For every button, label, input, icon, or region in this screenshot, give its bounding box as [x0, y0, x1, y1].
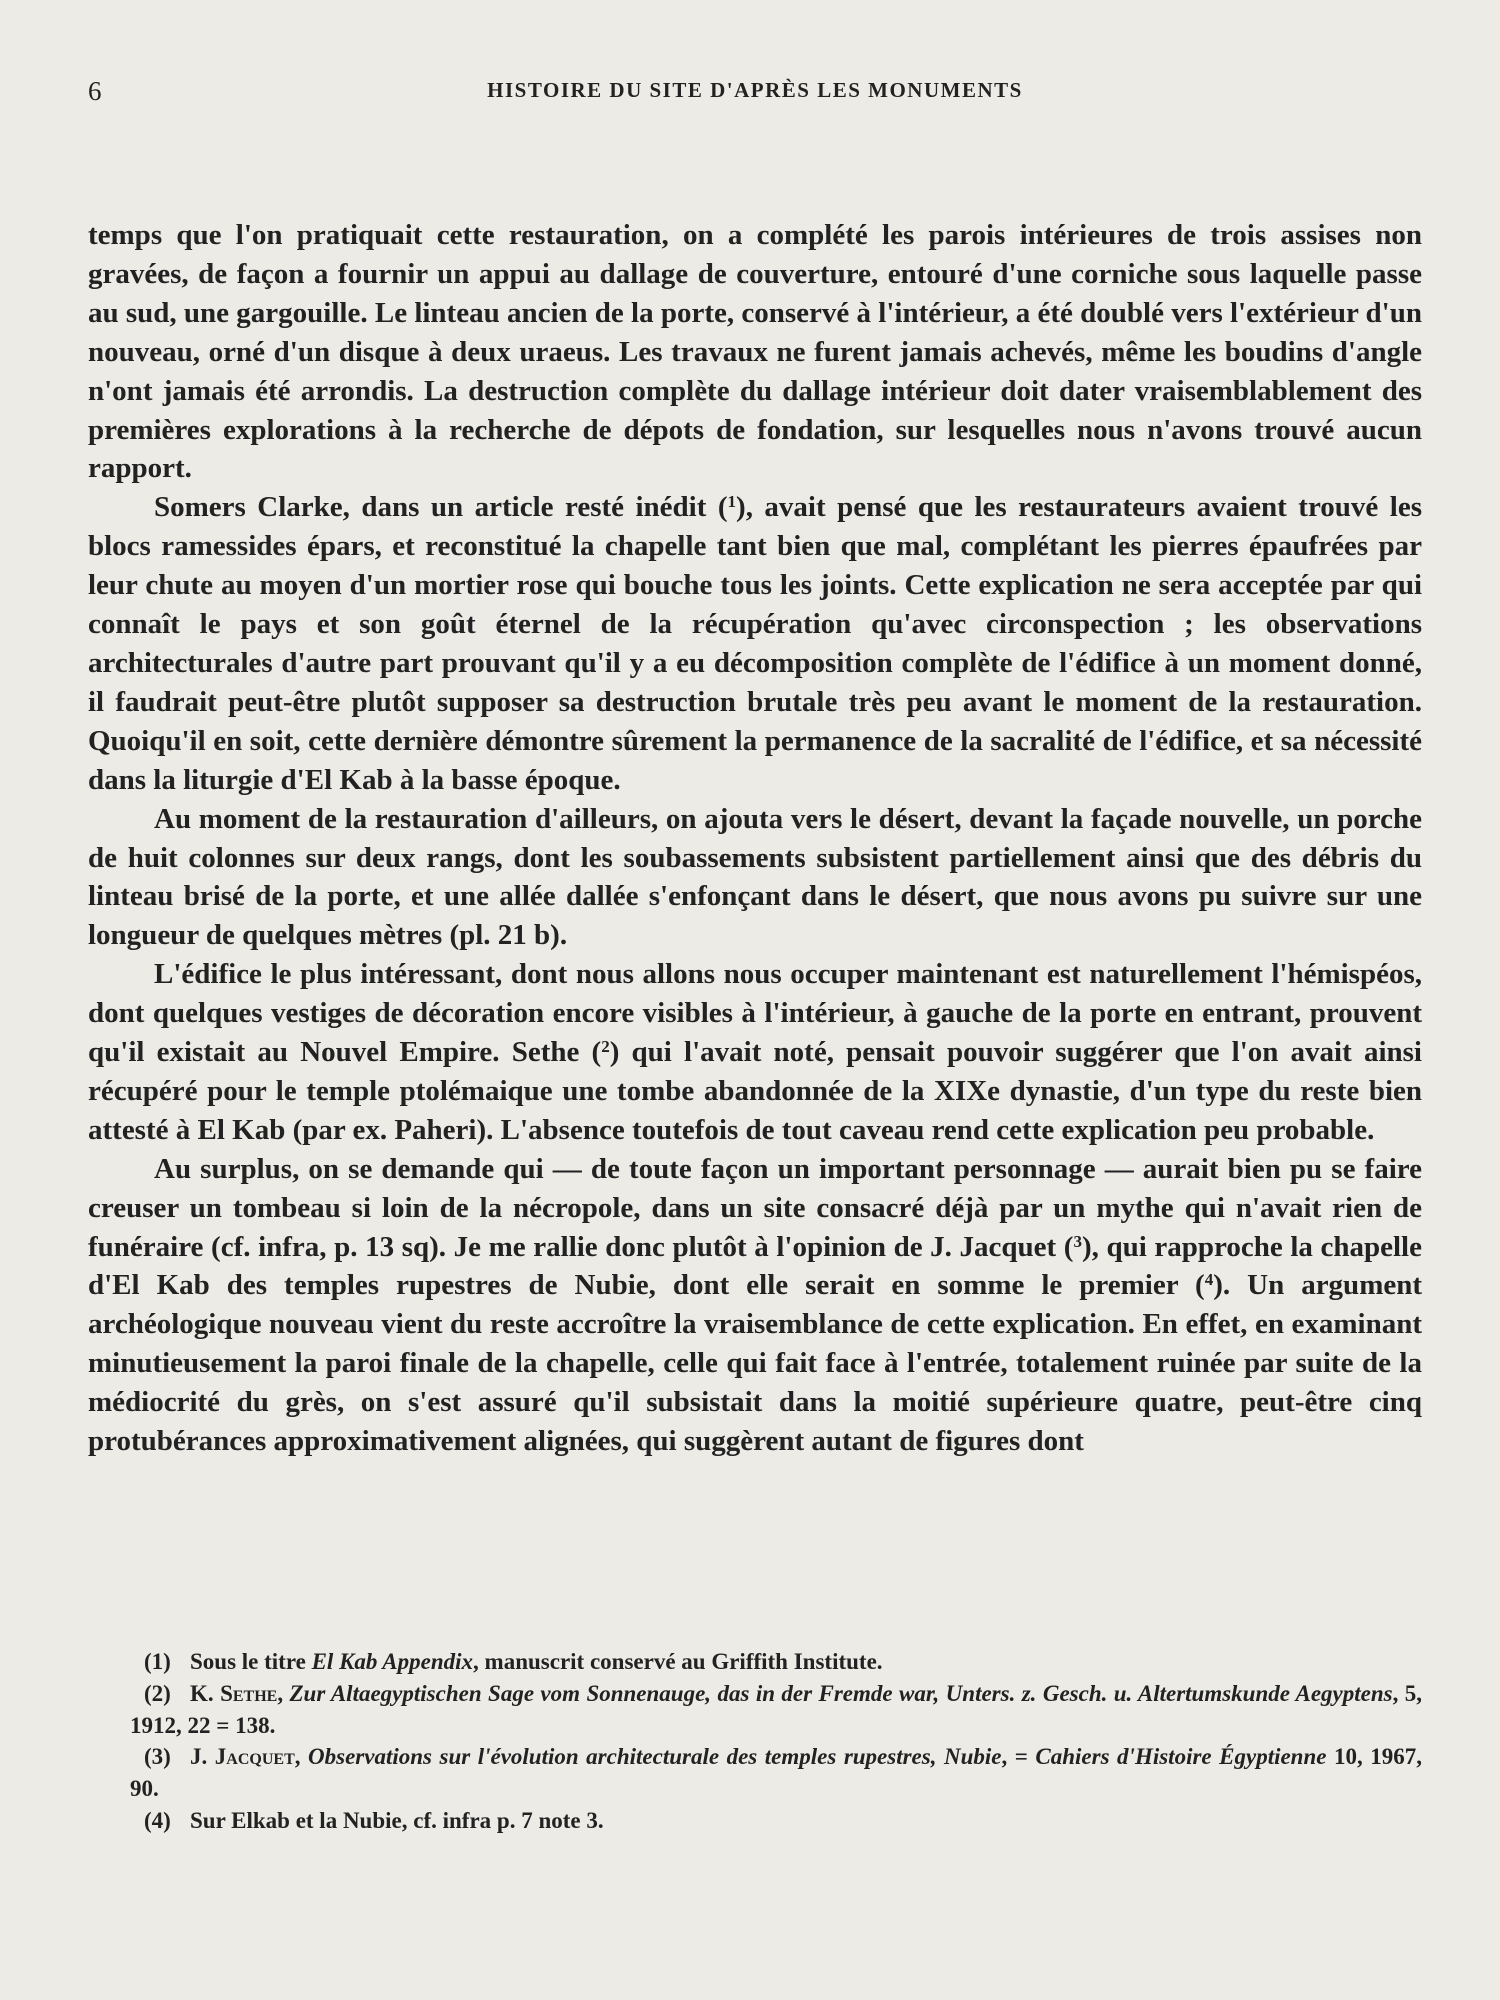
text-run: Observations sur l'évolution architecturale des temples rupestres, Nubie [308, 1744, 1002, 1770]
footnote-ref: 3 [1073, 1231, 1082, 1251]
footnote [130, 1741, 1422, 1805]
text-run: ). Un argument archéologique nouveau vient du reste accroître la vraisemblance de cette explication. En effet, en examinant minutieusement la paroi finale de la chapelle, celle qui fait face à l'entrée, totalement ruinée par suite de la médiocrité du grès, on s'est assuré qu'il subsistait dans la moitié supérieure quatre, peut-être cinq protubérances approximativement alignées, qui suggèrent autant de figures dont [88, 1269, 1423, 1458]
page-number: 6 [88, 76, 102, 106]
text-run: , = [1001, 1744, 1036, 1770]
text-run: ), avait pensé que les restaurateurs avaient trouvé les blocs ramessides épars, et reconstitué la chapelle tant bien que mal, complétant les pierres épaufrées par leur chute au moyen d'un mortier rose qui bouche tous les joints. Cette explication ne sera acceptée par qui connaît le pays et son goût éternel de la récupération qu'avec circonspection ; les observations architecturales d'autre part prouvant qu'il y a eu décomposition complète de l'édifice à un moment donné, il faudrait peut-être plutôt supposer sa destruction brutale très peu avant le moment de la restauration. Quoiqu'il en soit, cette dernière démontre sûrement la permanence de la sacralité de l'édifice, et sa nécessité dans la liturgie d'El Kab à la basse époque. [88, 491, 1422, 796]
running-title: HISTOIRE DU SITE D'APRÈS LES MONUMENTS [487, 78, 1023, 102]
footnote [130, 1805, 1422, 1837]
footnote-ref: 2 [601, 1037, 610, 1057]
body-text [88, 216, 1422, 1461]
text-run: , 5, 1912, 22 = 138. [130, 1680, 1423, 1738]
text-run: Au moment de la restauration d'ailleurs, on ajouta vers le désert, devant la façade nouvelle, un porche de huit colonnes sur deux rangs, dont les soubassements subsistent partiellement ainsi que des débris du linteau brisé de la porte, et une allée dallée s'enfonçant dans le désert, que nous avons pu suivre sur une longueur de quelques mètres (pl. 21 b). [88, 802, 1422, 952]
text-run: Cahiers d'Histoire Égyptienne [1035, 1744, 1327, 1770]
paragraph [88, 216, 1422, 488]
text-run: L'édifice le plus intéressant, dont nous allons nous occuper maintenant est naturellement l'hémispéos, dont quelques vestiges de décoration encore visibles à l'intérieur, à gauche de la porte en entrant, prouvent qu'il existait au Nouvel Empire. Sethe ( [88, 958, 1422, 1069]
text-run: Zur Altaegyptischen Sage vom Sonnenauge, das in der Fremde war, Unters. z. Gesch. u. Altertumskunde Aegyptens [289, 1680, 1393, 1706]
paragraph [88, 800, 1422, 956]
text-run: K. [190, 1680, 221, 1706]
text-run: , [277, 1680, 290, 1706]
footnote-number: (2) [144, 1680, 171, 1706]
footnote-ref: 4 [1204, 1270, 1214, 1290]
text-run: Somers Clarke, dans un article resté inédit ( [154, 491, 728, 524]
text-run: Sous le titre [190, 1649, 312, 1674]
text-run: , manuscrit conservé au Griffith Institute. [473, 1649, 883, 1674]
paragraph [88, 955, 1422, 1150]
text-run: ) qui l'avait noté, pensait pouvoir suggérer que l'on avait ainsi récupéré pour le temple ptolémaique une tombe abandonnée de la XIXe dynastie, d'un type du reste bien attesté à El Kab (par ex. Paheri). L'absence toutefois de tout caveau rend cette explication peu probable. [88, 1036, 1422, 1146]
text-run: , [294, 1744, 309, 1770]
footnote-number: (1) [144, 1649, 171, 1674]
text-run: Au surplus, on se demande qui — de toute façon un important personnage — aurait bien pu se faire creuser un tombeau si loin de la nécropole, dans un site consacré déjà par un mythe qui n'avait rien de funéraire (cf. infra, p. 13 sq). Je me rallie donc plutôt à l'opinion de J. Jacquet ( [88, 1152, 1422, 1263]
footnote [130, 1678, 1422, 1742]
footnote-number: (4) [144, 1807, 171, 1833]
paragraph [88, 1150, 1422, 1461]
text-run: Sur Elkab et la Nubie, cf. infra p. 7 note 3. [190, 1807, 604, 1833]
text-run: temps que l'on pratiquait cette restauration, on a complété les parois intérieures de trois assises non gravées, de façon a fournir un appui au dallage de couverture, entouré d'une corniche sous laquelle passe au sud, une gargouille. Le linteau ancien de la porte, conservé à l'intérieur, a été doublé vers l'extérieur d'un nouveau, orné d'un disque à deux uraeus. Les travaux ne furent jamais achevés, même les boudins d'angle n'ont jamais été arrondis. La destruction complète du dallage intérieur doit dater vraisemblablement des premières explorations à la recherche de dépots de fondation, sur lesquelles nous n'avons trouvé aucun rapport. [88, 219, 1422, 485]
text-run: ), qui rapproche la chapelle d'El Kab des temples rupestres de Nubie, dont elle serait en somme le premier ( [88, 1230, 1422, 1302]
text-run: J. [190, 1744, 215, 1770]
footnote-ref: 1 [727, 492, 737, 512]
text-run: 10, 1967, 90. [130, 1744, 1423, 1802]
paragraph [88, 488, 1422, 799]
text-run: Jacquet [214, 1744, 295, 1770]
footnotes [130, 1646, 1422, 1837]
running-head [88, 68, 1422, 108]
footnote-number: (3) [144, 1744, 171, 1770]
text-run: El Kab Appendix [311, 1649, 474, 1674]
footnote [130, 1646, 1422, 1678]
text-run: Sethe [220, 1680, 278, 1706]
